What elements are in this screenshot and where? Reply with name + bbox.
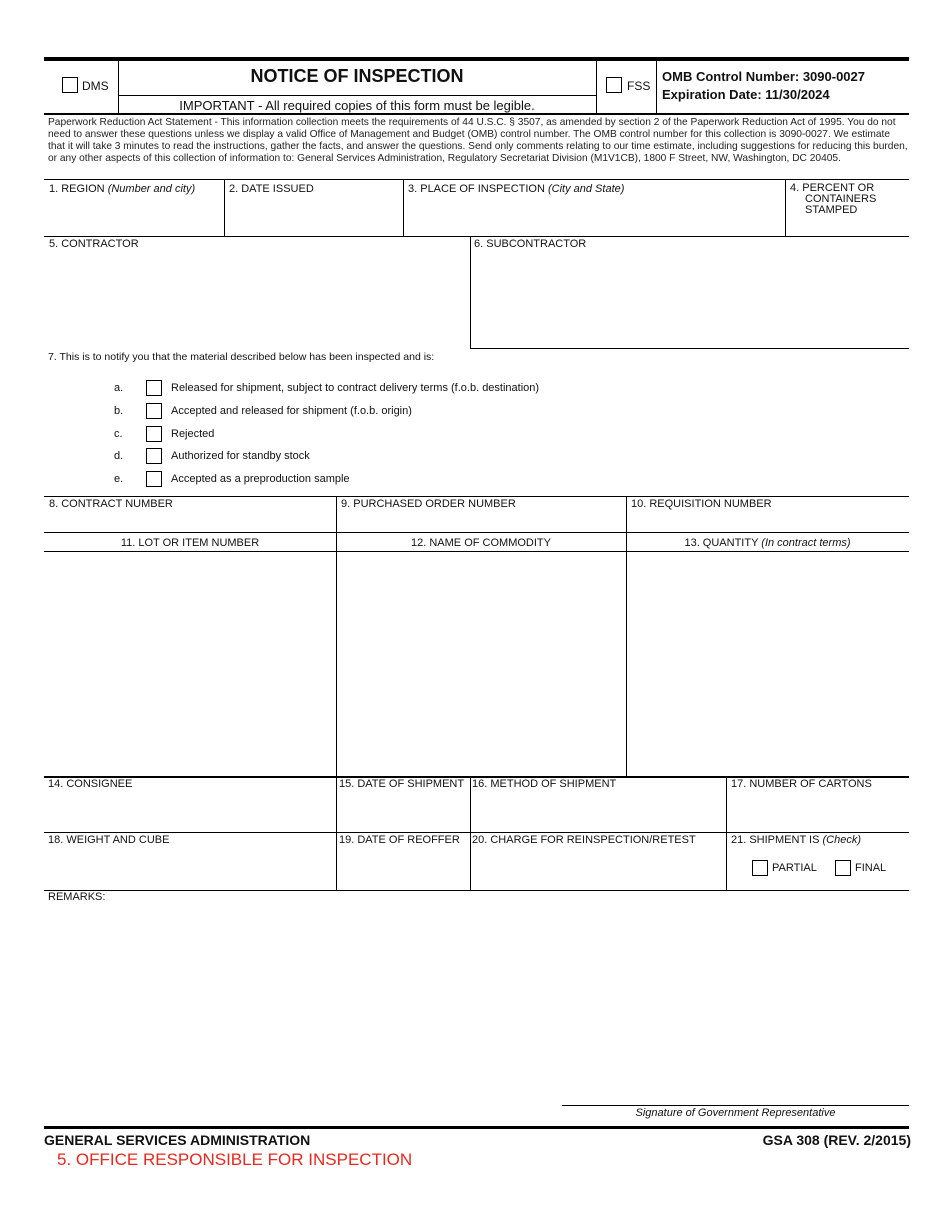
option-accepted-released-checkbox[interactable] — [146, 403, 162, 419]
weight-cube-field[interactable] — [49, 850, 335, 886]
dms-checkbox[interactable] — [62, 77, 78, 93]
place-of-inspection-field[interactable] — [408, 200, 784, 232]
option-letter: c. — [114, 428, 123, 440]
weight-cube-label: 18. WEIGHT AND CUBE — [48, 834, 170, 846]
commodity-header: 12. NAME OF COMMODITY — [411, 537, 551, 549]
form-title: NOTICE OF INSPECTION — [250, 66, 464, 86]
method-of-shipment-field[interactable] — [474, 794, 726, 828]
method-of-shipment-label: 16. METHOD OF SHIPMENT — [472, 778, 617, 790]
fss-label: FSS — [627, 79, 651, 93]
option-preproduction-checkbox[interactable] — [146, 471, 162, 487]
date-of-reoffer-field[interactable] — [340, 850, 470, 886]
option-text: Accepted as a preproduction sample — [171, 473, 350, 485]
option-text: Rejected — [171, 428, 215, 440]
subcontractor-label: 6. SUBCONTRACTOR — [474, 238, 587, 250]
expiration-date: Expiration Date: 11/30/2024 — [662, 87, 830, 102]
option-letter: b. — [114, 405, 124, 417]
signature-line — [562, 1105, 909, 1106]
remarks-field[interactable] — [49, 906, 909, 1100]
region-field[interactable] — [49, 200, 223, 232]
partial-checkbox[interactable] — [752, 860, 768, 876]
requisition-number-field[interactable] — [631, 512, 909, 532]
date-of-reoffer-label: 19. DATE OF REOFFER — [339, 834, 460, 846]
quantity-field[interactable] — [631, 556, 909, 774]
agency-name: GENERAL SERVICES ADMINISTRATION — [44, 1132, 311, 1148]
option-text: Released for shipment, subject to contract delivery terms (f.o.b. destination) — [171, 382, 540, 394]
contract-number-label: 8. CONTRACT NUMBER — [49, 498, 173, 510]
legibility-note: IMPORTANT - All required copies of this form must be legible. — [179, 98, 535, 113]
dms-label: DMS — [82, 79, 109, 93]
place-of-inspection-label: 3. PLACE OF INSPECTION (City and State) — [408, 183, 625, 195]
quantity-header: 13. QUANTITY (In contract terms) — [684, 537, 851, 549]
option-released-checkbox[interactable] — [146, 380, 162, 396]
header-bottom-rule — [44, 113, 909, 115]
charge-reinspection-field[interactable] — [474, 850, 726, 886]
contract-number-field[interactable] — [49, 512, 335, 532]
shipment-is-label: 21. SHIPMENT IS (Check) — [731, 834, 862, 846]
option-standby-stock-checkbox[interactable] — [146, 448, 162, 464]
contractor-label: 5. CONTRACTOR — [49, 238, 139, 250]
option-text: Accepted and released for shipment (f.o.b. origin) — [171, 405, 412, 417]
paperwork-reduction-statement: Paperwork Reduction Act Statement - This information collection meets the requirements of 44 U.S.C. § 3507, as amended by section 2 of the Paperwork Reduction Act of 1995. You do not need to answer these questions unless we display a valid Office of Management and Budget (OMB) control number. The OMB control number for this collection is 3090-0027. We estimate that it will take 3 minutes to read the instructions, gather the facts, and answer the questions. Send only comments relating to our time estimate, including suggestions for reducing this burden, or any other aspects of this collection of information to: General Services Administration, Regulatory Secretariat Division (M1V1CB), 1800 F Street, NW, Washington, DC 20405. — [48, 117, 908, 164]
option-letter: d. — [114, 450, 124, 462]
purchase-order-label: 9. PURCHASED ORDER NUMBER — [341, 498, 516, 510]
form-number: GSA 308 (REV. 2/2015) — [762, 1132, 911, 1148]
subcontractor-field[interactable] — [474, 254, 908, 348]
consignee-field[interactable] — [49, 794, 335, 828]
purchase-order-field[interactable] — [341, 512, 625, 532]
date-issued-field[interactable] — [229, 200, 403, 232]
date-of-shipment-field[interactable] — [340, 794, 470, 828]
lot-item-header: 11. LOT OR ITEM NUMBER — [120, 537, 260, 549]
option-text: Authorized for standby stock — [171, 450, 310, 462]
partial-label: PARTIAL — [772, 862, 817, 874]
number-of-cartons-field[interactable] — [731, 794, 909, 828]
option-rejected-checkbox[interactable] — [146, 426, 162, 442]
notify-statement: 7. This is to notify you that the material described below has been inspected and is: — [48, 351, 435, 363]
footer-rule — [44, 1126, 909, 1129]
option-letter: a. — [114, 382, 124, 394]
percent-containers-field[interactable] — [840, 218, 904, 236]
commodity-field[interactable] — [341, 556, 625, 774]
lot-item-field[interactable] — [49, 556, 335, 774]
region-label: 1. REGION (Number and city) — [49, 183, 196, 195]
contractor-field[interactable] — [49, 254, 468, 348]
signature-caption: Signature of Government Representative — [635, 1107, 836, 1119]
date-issued-label: 2. DATE ISSUED — [229, 183, 314, 195]
option-letter: e. — [114, 473, 124, 485]
omb-control-number: OMB Control Number: 3090-0027 — [662, 69, 865, 84]
number-of-cartons-label: 17. NUMBER OF CARTONS — [731, 778, 872, 790]
final-label: FINAL — [855, 862, 887, 874]
copy-designation: 5. OFFICE RESPONSIBLE FOR INSPECTION — [57, 1150, 413, 1169]
charge-reinspection-label: 20. CHARGE FOR REINSPECTION/RETEST — [472, 834, 696, 846]
fss-checkbox[interactable] — [606, 77, 622, 93]
date-of-shipment-label: 15. DATE OF SHIPMENT — [339, 778, 465, 790]
final-checkbox[interactable] — [835, 860, 851, 876]
consignee-label: 14. CONSIGNEE — [48, 778, 133, 790]
percent-containers-label: 4. PERCENT OR CONTAINERS STAMPED — [790, 182, 877, 216]
remarks-label: REMARKS: — [48, 891, 106, 903]
requisition-number-label: 10. REQUISITION NUMBER — [631, 498, 772, 510]
top-rule — [44, 57, 909, 61]
